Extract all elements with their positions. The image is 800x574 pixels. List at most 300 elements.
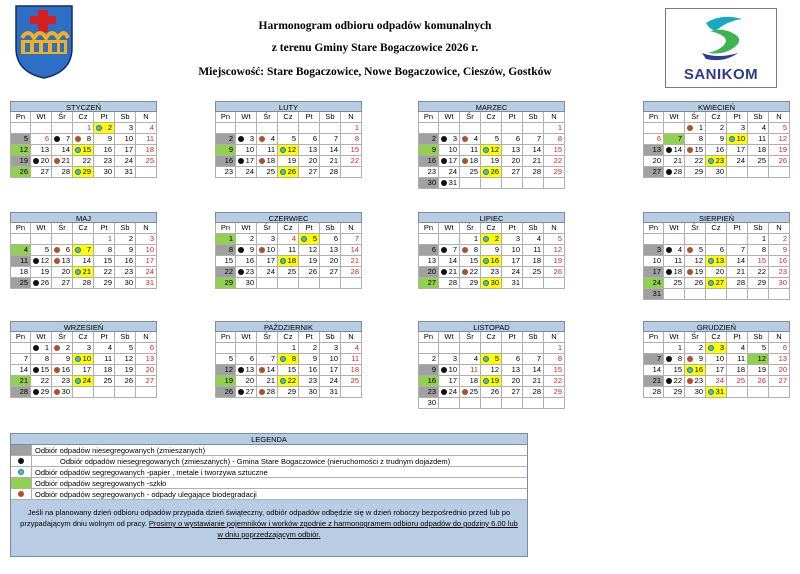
- weekday-header: Sb: [115, 332, 136, 343]
- day-cell: [418, 365, 439, 376]
- day-number: 25: [532, 267, 541, 276]
- weekday-header: Pt: [502, 332, 523, 343]
- day-number: 14: [532, 365, 541, 374]
- day-cell: [320, 234, 341, 245]
- day-number: 1: [44, 343, 49, 352]
- day-cell: [31, 145, 52, 156]
- day-cell: [685, 354, 706, 365]
- day-number: 3: [515, 234, 520, 243]
- day-number: 12: [490, 145, 499, 154]
- day-cell: [94, 267, 115, 278]
- empty-cell: [439, 123, 460, 134]
- cyan-dot-icon: [75, 247, 81, 253]
- day-cell: [320, 365, 341, 376]
- day-number: 4: [23, 245, 28, 254]
- weekday-header: Sb: [748, 332, 769, 343]
- brown-dot-icon: [462, 269, 468, 275]
- brown-dot-icon: [687, 125, 693, 131]
- day-number: 7: [536, 134, 541, 143]
- weekday-header: Pn: [215, 223, 236, 234]
- day-cell: [664, 354, 685, 365]
- day-number: 31: [145, 278, 154, 287]
- day-number: 21: [350, 256, 359, 265]
- weekday-header: Cz: [706, 223, 727, 234]
- day-cell: [439, 354, 460, 365]
- day-cell: [31, 278, 52, 289]
- day-number: 25: [736, 376, 745, 385]
- day-number: 18: [469, 376, 478, 385]
- day-cell: [685, 343, 706, 354]
- day-number: 26: [308, 267, 317, 276]
- month-grid: [643, 332, 790, 398]
- day-cell: [685, 365, 706, 376]
- coat-of-arms: [14, 4, 74, 79]
- day-cell: [115, 123, 136, 134]
- weekday-header: Cz: [481, 112, 502, 123]
- day-number: 24: [736, 156, 745, 165]
- empty-cell: [94, 387, 115, 398]
- weekday-header: Pn: [643, 112, 664, 123]
- weekday-header: N: [136, 223, 157, 234]
- day-number: 11: [533, 245, 541, 254]
- weekday-header: Cz: [73, 332, 94, 343]
- day-cell: [544, 387, 565, 398]
- day-number: 16: [308, 365, 317, 374]
- day-cell: [460, 278, 481, 289]
- day-number: 19: [308, 256, 317, 265]
- day-number: 22: [287, 376, 296, 385]
- day-cell: [706, 267, 727, 278]
- day-cell: [31, 245, 52, 256]
- day-number: 9: [228, 145, 233, 154]
- brown-dot-icon: [462, 158, 468, 164]
- day-cell: [643, 245, 664, 256]
- month-name: GRUDZIEŃ: [643, 321, 790, 332]
- day-number: 18: [19, 267, 28, 276]
- day-number: 29: [82, 167, 91, 176]
- day-cell: [278, 134, 299, 145]
- day-number: 10: [124, 134, 133, 143]
- day-cell: [94, 156, 115, 167]
- day-cell: [236, 387, 257, 398]
- day-cell: [481, 267, 502, 278]
- day-number: 10: [266, 245, 275, 254]
- day-cell: [115, 343, 136, 354]
- black-dot-icon: [238, 158, 244, 164]
- day-number: 30: [427, 398, 436, 407]
- empty-cell: [685, 289, 706, 300]
- day-cell: [418, 245, 439, 256]
- day-cell: [215, 145, 236, 156]
- day-number: 4: [536, 234, 541, 243]
- cyan-dot-icon: [75, 269, 81, 275]
- empty-cell: [418, 234, 439, 245]
- day-cell: [94, 256, 115, 267]
- weekday-header: Wt: [664, 332, 685, 343]
- month-name: SIERPIEŃ: [643, 212, 790, 223]
- day-cell: [10, 354, 31, 365]
- day-number: 18: [532, 256, 541, 265]
- day-number: 24: [448, 387, 457, 396]
- day-number: 2: [228, 134, 233, 143]
- day-number: 30: [124, 278, 133, 287]
- day-number: 5: [128, 343, 133, 352]
- day-cell: [136, 156, 157, 167]
- brown-dot-icon: [687, 269, 693, 275]
- day-cell: [215, 245, 236, 256]
- day-cell: [748, 376, 769, 387]
- day-cell: [278, 343, 299, 354]
- black-dot-icon: [666, 378, 672, 384]
- empty-cell: [460, 123, 481, 134]
- weekday-header: Śr: [460, 223, 481, 234]
- day-number: 22: [553, 376, 562, 385]
- black-dot-icon: [441, 389, 447, 395]
- day-cell: [215, 365, 236, 376]
- weekday-header: Sb: [320, 112, 341, 123]
- black-dot-icon: [33, 345, 39, 351]
- day-number: 13: [652, 145, 661, 154]
- day-number: 7: [656, 354, 661, 363]
- day-number: 8: [86, 134, 91, 143]
- day-number: 2: [698, 343, 703, 352]
- day-cell: [664, 134, 685, 145]
- day-number: 8: [228, 245, 233, 254]
- day-number: 15: [40, 365, 49, 374]
- empty-cell: [299, 123, 320, 134]
- day-number: 17: [715, 365, 724, 374]
- day-number: 30: [427, 178, 436, 187]
- day-cell: [236, 156, 257, 167]
- day-cell: [136, 234, 157, 245]
- weekday-header: Śr: [257, 223, 278, 234]
- day-cell: [664, 267, 685, 278]
- empty-cell: [544, 178, 565, 189]
- empty-cell: [523, 178, 544, 189]
- day-number: 20: [308, 156, 317, 165]
- day-cell: [643, 267, 664, 278]
- day-cell: [460, 145, 481, 156]
- day-number: 6: [515, 134, 520, 143]
- cyan-dot-icon: [75, 356, 81, 362]
- day-number: 24: [715, 376, 724, 385]
- day-number: 1: [698, 123, 703, 132]
- day-number: 23: [103, 156, 112, 165]
- day-cell: [320, 167, 341, 178]
- day-number: 7: [536, 354, 541, 363]
- day-number: 19: [553, 256, 562, 265]
- day-number: 31: [124, 167, 133, 176]
- day-cell: [502, 376, 523, 387]
- day-cell: [299, 167, 320, 178]
- day-number: 25: [287, 267, 296, 276]
- month-name: LISTOPAD: [418, 321, 565, 332]
- weekday-header: N: [769, 112, 790, 123]
- day-number: 29: [469, 278, 478, 287]
- day-cell: [94, 234, 115, 245]
- day-number: 18: [266, 156, 275, 165]
- empty-cell: [643, 343, 664, 354]
- day-cell: [215, 134, 236, 145]
- day-cell: [236, 376, 257, 387]
- day-cell: [460, 234, 481, 245]
- day-cell: [685, 267, 706, 278]
- day-cell: [136, 256, 157, 267]
- day-number: 9: [431, 365, 436, 374]
- weekday-header: N: [341, 223, 362, 234]
- day-number: 2: [431, 354, 436, 363]
- weekday-header: Pt: [94, 223, 115, 234]
- day-number: 21: [82, 267, 91, 276]
- day-number: 24: [511, 267, 520, 276]
- day-cell: [94, 167, 115, 178]
- day-cell: [31, 376, 52, 387]
- day-number: 31: [511, 278, 520, 287]
- month-name: PAŹDZIERNIK: [215, 321, 362, 332]
- day-cell: [502, 156, 523, 167]
- day-cell: [94, 245, 115, 256]
- day-cell: [769, 376, 790, 387]
- day-cell: [643, 365, 664, 376]
- day-cell: [769, 134, 790, 145]
- day-number: 9: [719, 134, 724, 143]
- day-cell: [10, 365, 31, 376]
- day-cell: [115, 134, 136, 145]
- month-grid: [215, 332, 362, 398]
- day-number: 8: [557, 134, 562, 143]
- day-cell: [544, 343, 565, 354]
- day-cell: [460, 245, 481, 256]
- day-cell: [769, 245, 790, 256]
- day-number: 27: [145, 376, 154, 385]
- day-cell: [236, 365, 257, 376]
- day-number: 15: [287, 365, 296, 374]
- day-cell: [94, 365, 115, 376]
- day-cell: [52, 278, 73, 289]
- day-number: 5: [698, 245, 703, 254]
- cyan-dot-icon: [301, 236, 307, 242]
- day-number: 16: [715, 145, 724, 154]
- cyan-dot-icon: [708, 258, 714, 264]
- day-number: 17: [266, 256, 275, 265]
- gray-cell-icon: [11, 445, 32, 455]
- day-cell: [727, 354, 748, 365]
- day-cell: [481, 354, 502, 365]
- day-cell: [706, 343, 727, 354]
- black-dot-icon: [441, 158, 447, 164]
- day-cell: [236, 245, 257, 256]
- month-grid: [10, 223, 157, 289]
- day-cell: [439, 156, 460, 167]
- day-cell: [481, 167, 502, 178]
- day-number: 20: [329, 256, 338, 265]
- brown-dot-icon: [259, 389, 265, 395]
- black-dot-icon: [33, 280, 39, 286]
- empty-cell: [31, 234, 52, 245]
- day-cell: [544, 354, 565, 365]
- day-cell: [544, 234, 565, 245]
- day-cell: [523, 376, 544, 387]
- day-number: 4: [107, 343, 112, 352]
- weekday-header: Wt: [31, 112, 52, 123]
- empty-cell: [136, 387, 157, 398]
- day-cell: [460, 267, 481, 278]
- day-number: 5: [44, 245, 49, 254]
- day-number: 11: [288, 245, 296, 254]
- empty-cell: [257, 343, 278, 354]
- day-cell: [320, 354, 341, 365]
- page-subtitle: z terenu Gminy Stare Bogaczowice 2026 r.: [271, 42, 479, 54]
- weekday-header: Wt: [31, 332, 52, 343]
- day-cell: [341, 234, 362, 245]
- day-cell: [460, 354, 481, 365]
- brown-dot-icon: [462, 136, 468, 142]
- day-number: 15: [673, 365, 682, 374]
- day-number: 10: [329, 354, 338, 363]
- day-cell: [544, 365, 565, 376]
- day-cell: [664, 256, 685, 267]
- day-cell: [544, 145, 565, 156]
- day-cell: [136, 134, 157, 145]
- day-cell: [299, 376, 320, 387]
- day-cell: [418, 256, 439, 267]
- day-number: 9: [431, 145, 436, 154]
- day-cell: [523, 156, 544, 167]
- day-number: 31: [715, 387, 724, 396]
- day-cell: [257, 245, 278, 256]
- day-number: 14: [61, 145, 70, 154]
- month-name: LIPIEC: [418, 212, 565, 223]
- day-cell: [418, 376, 439, 387]
- day-cell: [257, 234, 278, 245]
- weekday-header: Cz: [73, 112, 94, 123]
- day-number: 17: [329, 365, 338, 374]
- day-cell: [278, 156, 299, 167]
- day-number: 4: [473, 134, 478, 143]
- day-number: 4: [761, 123, 766, 132]
- empty-cell: [236, 123, 257, 134]
- month-calendar: [215, 321, 362, 398]
- weekday-header: Sb: [748, 112, 769, 123]
- day-number: 16: [490, 256, 499, 265]
- day-cell: [341, 134, 362, 145]
- brown-dot-icon: [462, 389, 468, 395]
- day-cell: [278, 387, 299, 398]
- day-cell: [299, 145, 320, 156]
- legend-text: Odbiór odpadów segregowanych - odpady ulegające biodegradacji: [35, 490, 257, 499]
- empty-cell: [73, 234, 94, 245]
- day-cell: [439, 267, 460, 278]
- day-cell: [320, 376, 341, 387]
- day-cell: [706, 245, 727, 256]
- cyan-dot-icon: [483, 280, 489, 286]
- day-cell: [706, 354, 727, 365]
- day-cell: [73, 278, 94, 289]
- day-number: 12: [224, 365, 233, 374]
- day-number: 19: [694, 267, 703, 276]
- day-cell: [73, 376, 94, 387]
- day-number: 24: [266, 267, 275, 276]
- day-number: 16: [103, 145, 112, 154]
- empty-cell: [341, 278, 362, 289]
- day-cell: [523, 234, 544, 245]
- empty-cell: [481, 343, 502, 354]
- empty-cell: [544, 398, 565, 409]
- day-cell: [31, 354, 52, 365]
- day-number: 19: [124, 365, 133, 374]
- brown-dot-icon: [54, 389, 60, 395]
- day-cell: [502, 278, 523, 289]
- day-cell: [706, 145, 727, 156]
- weekday-header: Śr: [685, 223, 706, 234]
- day-number: 5: [782, 123, 787, 132]
- day-cell: [31, 134, 52, 145]
- day-number: 3: [270, 234, 275, 243]
- day-cell: [257, 267, 278, 278]
- day-number: 6: [782, 343, 787, 352]
- day-number: 7: [65, 134, 70, 143]
- day-number: 14: [19, 365, 28, 374]
- day-number: 5: [494, 354, 499, 363]
- day-cell: [481, 145, 502, 156]
- empty-cell: [769, 289, 790, 300]
- day-cell: [10, 376, 31, 387]
- day-number: 30: [245, 278, 254, 287]
- day-cell: [685, 387, 706, 398]
- day-cell: [523, 167, 544, 178]
- day-number: 27: [40, 167, 49, 176]
- day-number: 1: [677, 343, 682, 352]
- day-cell: [481, 234, 502, 245]
- month-calendar: [418, 101, 565, 189]
- day-number: 1: [354, 123, 359, 132]
- day-number: 22: [694, 156, 703, 165]
- legend-text: Odbiór odpadów segregowanych -papier , metale i tworzywa sztuczne: [35, 468, 268, 477]
- day-number: 10: [448, 365, 457, 374]
- day-cell: [236, 145, 257, 156]
- day-cell: [418, 145, 439, 156]
- day-number: 9: [107, 134, 112, 143]
- day-number: 1: [473, 234, 478, 243]
- weekday-header: Cz: [278, 112, 299, 123]
- day-cell: [10, 134, 31, 145]
- empty-cell: [460, 398, 481, 409]
- legend-text: Odbiór odpadów segregowanych -szkło: [35, 479, 167, 488]
- black-dot-icon: [666, 147, 672, 153]
- day-cell: [706, 156, 727, 167]
- day-number: 6: [515, 354, 520, 363]
- empty-cell: [439, 343, 460, 354]
- day-number: 7: [354, 234, 359, 243]
- day-number: 20: [715, 267, 724, 276]
- day-number: 15: [469, 256, 478, 265]
- month-calendar: [643, 212, 790, 300]
- day-number: 22: [103, 267, 112, 276]
- day-cell: [685, 256, 706, 267]
- empty-cell: [215, 123, 236, 134]
- day-cell: [236, 134, 257, 145]
- day-number: 27: [427, 278, 436, 287]
- day-number: 3: [86, 343, 91, 352]
- day-cell: [94, 145, 115, 156]
- month-grid: [643, 223, 790, 300]
- day-number: 11: [737, 354, 745, 363]
- day-cell: [320, 245, 341, 256]
- empty-cell: [10, 343, 31, 354]
- day-number: 3: [719, 343, 724, 352]
- day-number: 13: [511, 145, 520, 154]
- empty-cell: [643, 234, 664, 245]
